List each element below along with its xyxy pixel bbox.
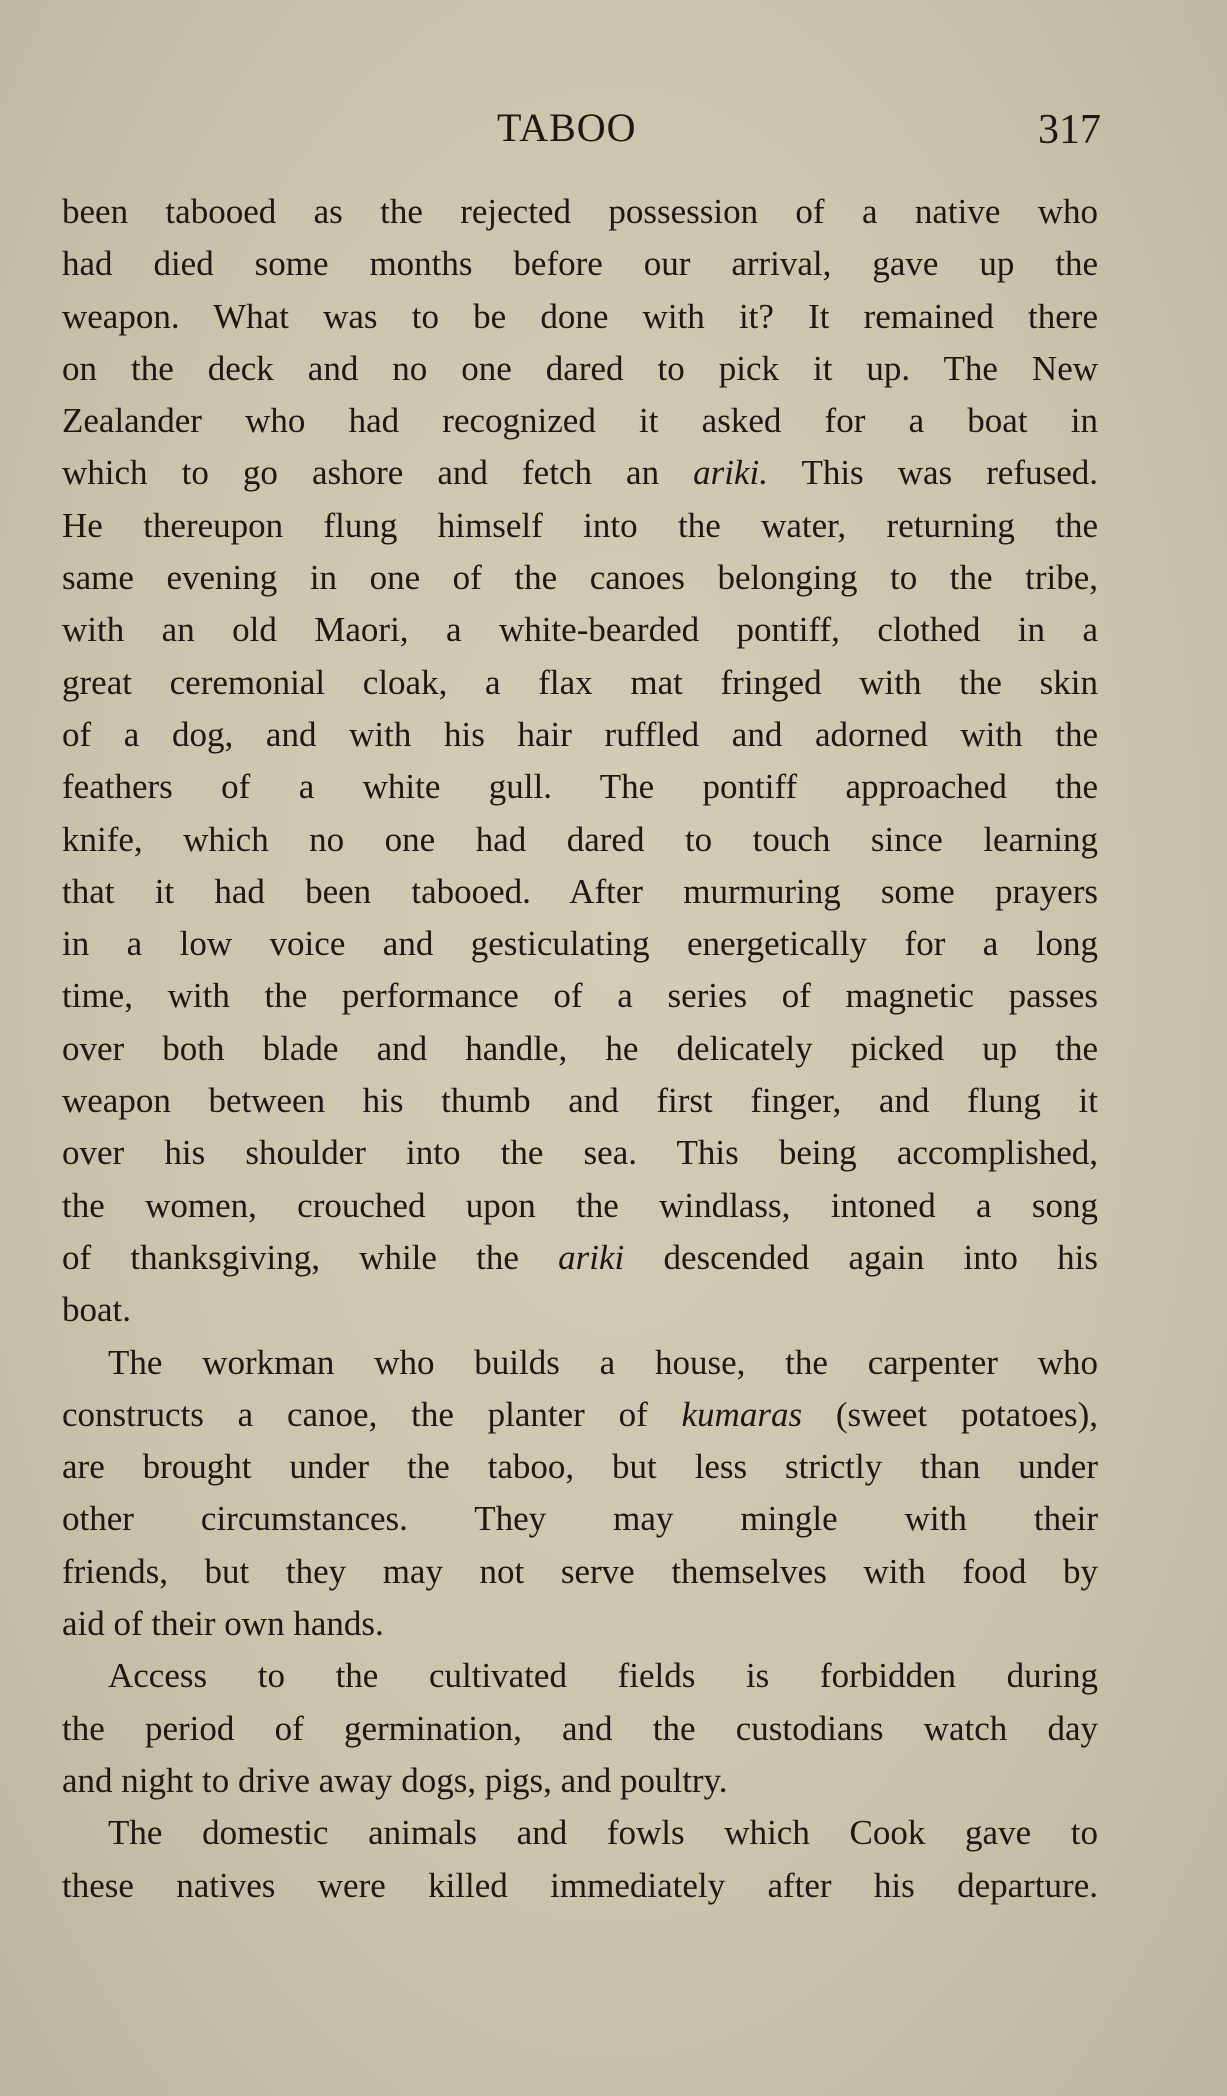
text-line: [62, 291, 1098, 343]
text-line: [62, 1703, 1098, 1755]
text-span: and night to drive away dogs, pigs, and poultry.: [62, 1760, 728, 1800]
text-span: He thereupon flung himself into the water, returning the: [62, 505, 1098, 545]
text-span: knife, which no one had dared to touch since learning: [62, 819, 1098, 859]
text-line: [62, 1389, 1098, 1441]
text-line: [62, 866, 1098, 918]
text-line: [62, 447, 1098, 499]
text-span: which to go ashore and fetch an: [62, 453, 694, 493]
text-line: [62, 761, 1098, 813]
text-span: great ceremonial cloak, a flax mat fringed with the skin: [62, 662, 1098, 702]
text-line: [62, 814, 1098, 866]
italic-word: ariki.: [693, 453, 768, 493]
text-line: [62, 918, 1098, 970]
text-span: of thanksgiving, while the: [62, 1237, 559, 1277]
text-span: friends, but they may not serve themselves with food by: [62, 1551, 1098, 1591]
text-span: that it had been tabooed. After murmuring some prayers: [62, 871, 1098, 911]
text-line: [62, 1650, 1098, 1702]
text-line: [62, 1284, 1098, 1336]
text-line: [62, 500, 1098, 552]
italic-word: kumaras: [681, 1394, 803, 1434]
text-line: [62, 1023, 1098, 1075]
text-span: The workman who builds a house, the carpenter who: [108, 1342, 1098, 1382]
text-line: [62, 1075, 1098, 1127]
text-line: [62, 1598, 1098, 1650]
text-line: [62, 970, 1098, 1022]
text-span: Zealander who had recognized it asked for a boat in: [62, 401, 1098, 441]
text-line: [62, 238, 1098, 290]
text-span: boat.: [62, 1290, 132, 1330]
text-span: on the deck and no one dared to pick it up. The New: [62, 348, 1098, 388]
text-span: over both blade and handle, he delicately picked up the: [62, 1028, 1098, 1068]
text-span: been tabooed as the rejected possession of a native who: [62, 192, 1098, 231]
text-line: [62, 1441, 1098, 1493]
text-span: The domestic animals and fowls which Cook gave to: [108, 1813, 1098, 1853]
text-span: had died some months before our arrival, gave up the: [62, 244, 1098, 284]
text-span: (sweet potatoes),: [802, 1394, 1099, 1434]
page-number: 317: [1038, 107, 1101, 153]
text-span: Access to the cultivated fields is forbidden during: [108, 1656, 1098, 1696]
text-span: these natives were killed immediately after his departure.: [62, 1865, 1098, 1905]
text-line: [62, 343, 1098, 395]
text-line: [62, 186, 1098, 238]
page-header: [0, 98, 1227, 158]
text-line: [62, 1337, 1098, 1389]
text-span: same evening in one of the canoes belonging to the tribe,: [62, 558, 1098, 598]
text-line: [62, 1546, 1098, 1598]
text-line: [62, 1180, 1098, 1232]
text-span: descended again into his: [624, 1237, 1098, 1277]
italic-word: ariki: [558, 1237, 625, 1277]
text-span: in a low voice and gesticulating energetically for a long: [62, 924, 1098, 964]
text-span: of a dog, and with his hair ruffled and adorned with the: [62, 714, 1098, 754]
text-span: other circumstances. They may mingle with their: [62, 1499, 1098, 1539]
text-span: constructs a canoe, the planter of: [62, 1394, 682, 1434]
text-span: are brought under the taboo, but less strictly than under: [62, 1447, 1098, 1487]
text-span: over his shoulder into the sea. This being accomplished,: [62, 1133, 1098, 1173]
text-line: [62, 395, 1098, 447]
text-line: [62, 657, 1098, 709]
text-line: [62, 709, 1098, 761]
text-line: [62, 552, 1098, 604]
text-line: [62, 1232, 1098, 1284]
text-line: [62, 604, 1098, 656]
running-title: TABOO: [497, 105, 637, 150]
text-span: feathers of a white gull. The pontiff approached the: [62, 767, 1098, 807]
text-span: the period of germination, and the custodians watch day: [62, 1708, 1098, 1748]
body-text: [62, 186, 1098, 1912]
text-line: [62, 1493, 1098, 1545]
text-line: [62, 1127, 1098, 1179]
text-span: time, with the performance of a series of magnetic passes: [62, 976, 1098, 1016]
text-span: weapon. What was to be done with it? It remained there: [62, 296, 1098, 336]
text-span: weapon between his thumb and first finger, and flung it: [62, 1081, 1098, 1121]
text-span: the women, crouched upon the windlass, intoned a song: [62, 1185, 1098, 1225]
text-span: This was refused.: [768, 453, 1098, 493]
text-line: [62, 1860, 1098, 1912]
text-line: [62, 1755, 1098, 1807]
text-span: with an old Maori, a white-bearded pontiff, clothed in a: [62, 610, 1098, 650]
text-line: [62, 1807, 1098, 1859]
text-span: aid of their own hands.: [62, 1604, 384, 1644]
